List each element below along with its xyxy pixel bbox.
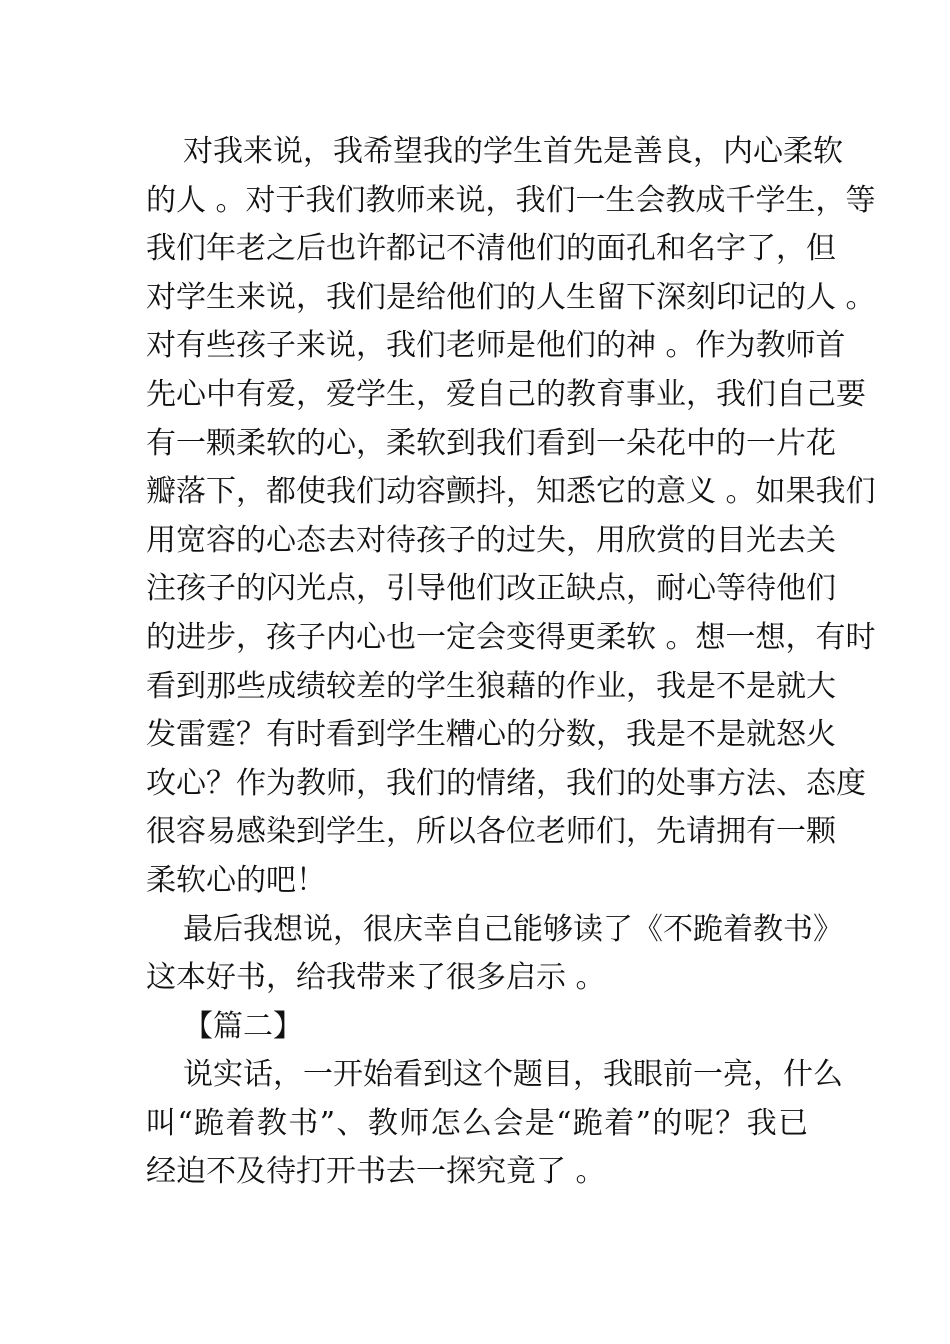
paragraph-2 [146,906,843,1003]
text-line: 看到那些成绩较差的学生狼藉的作业，我是不是就大 [146,668,836,704]
text-line: 对我来说，我希望我的学生首先是善良，内心柔软 [183,134,843,169]
text-line: 攻心？作为教师，我们的情绪，我们的处事方法、态度 [146,765,866,801]
text-line: 对有些孩子来说，我们老师是他们的神 。作为教师首 [146,328,846,364]
text-line: 对学生来说，我们是给他们的人生留下深刻印记的人 。 [146,279,876,315]
text-line: 最后我想说，很庆幸自己能够读了《不跪着教书》 [183,911,843,947]
section-heading [146,1003,808,1052]
paragraph-3 [146,1051,843,1197]
text-line: 瓣落下，都使我们动容颤抖，知悉它的意义 。如果我们 [146,474,876,510]
text-line: 叫“跪着教书”、教师怎么会是“跪着”的呢？我已 [146,1105,808,1141]
text-line: 有一颗柔软的心，柔软到我们看到一朵花中的一片花 [146,425,836,461]
text-line: 经迫不及待打开书去一探究竟了 。 [146,1154,606,1190]
text-line: 很容易感染到学生，所以各位老师们，先请拥有一颗 [146,814,836,850]
text-line: 这本好书，给我带来了很多启示 。 [146,960,606,996]
text-line: 先心中有爱，爱学生，爱自己的教育事业，我们自己要 [146,376,866,412]
paragraph-1 [146,128,876,906]
section-heading-text: 【篇二】 [183,1008,303,1044]
text-line: 用宽容的心态去对待孩子的过失，用欣赏的目光去关 [146,522,836,558]
text-line: 我们年老之后也许都记不清他们的面孔和名字了，但 [146,231,836,267]
body-text [146,128,876,1197]
text-line: 注孩子的闪光点，引导他们改正缺点，耐心等待他们 [146,571,836,607]
text-line: 说实话，一开始看到这个题目，我眼前一亮，什么 [183,1057,843,1093]
text-line: 发雷霆？有时看到学生糟心的分数，我是不是就怒火 [146,717,836,753]
text-line: 的人 。对于我们教师来说，我们一生会教成千学生，等 [146,182,876,218]
text-line: 的进步，孩子内心也一定会变得更柔软 。想一想，有时 [146,619,876,655]
text-line: 柔软心的吧！ [146,862,326,898]
